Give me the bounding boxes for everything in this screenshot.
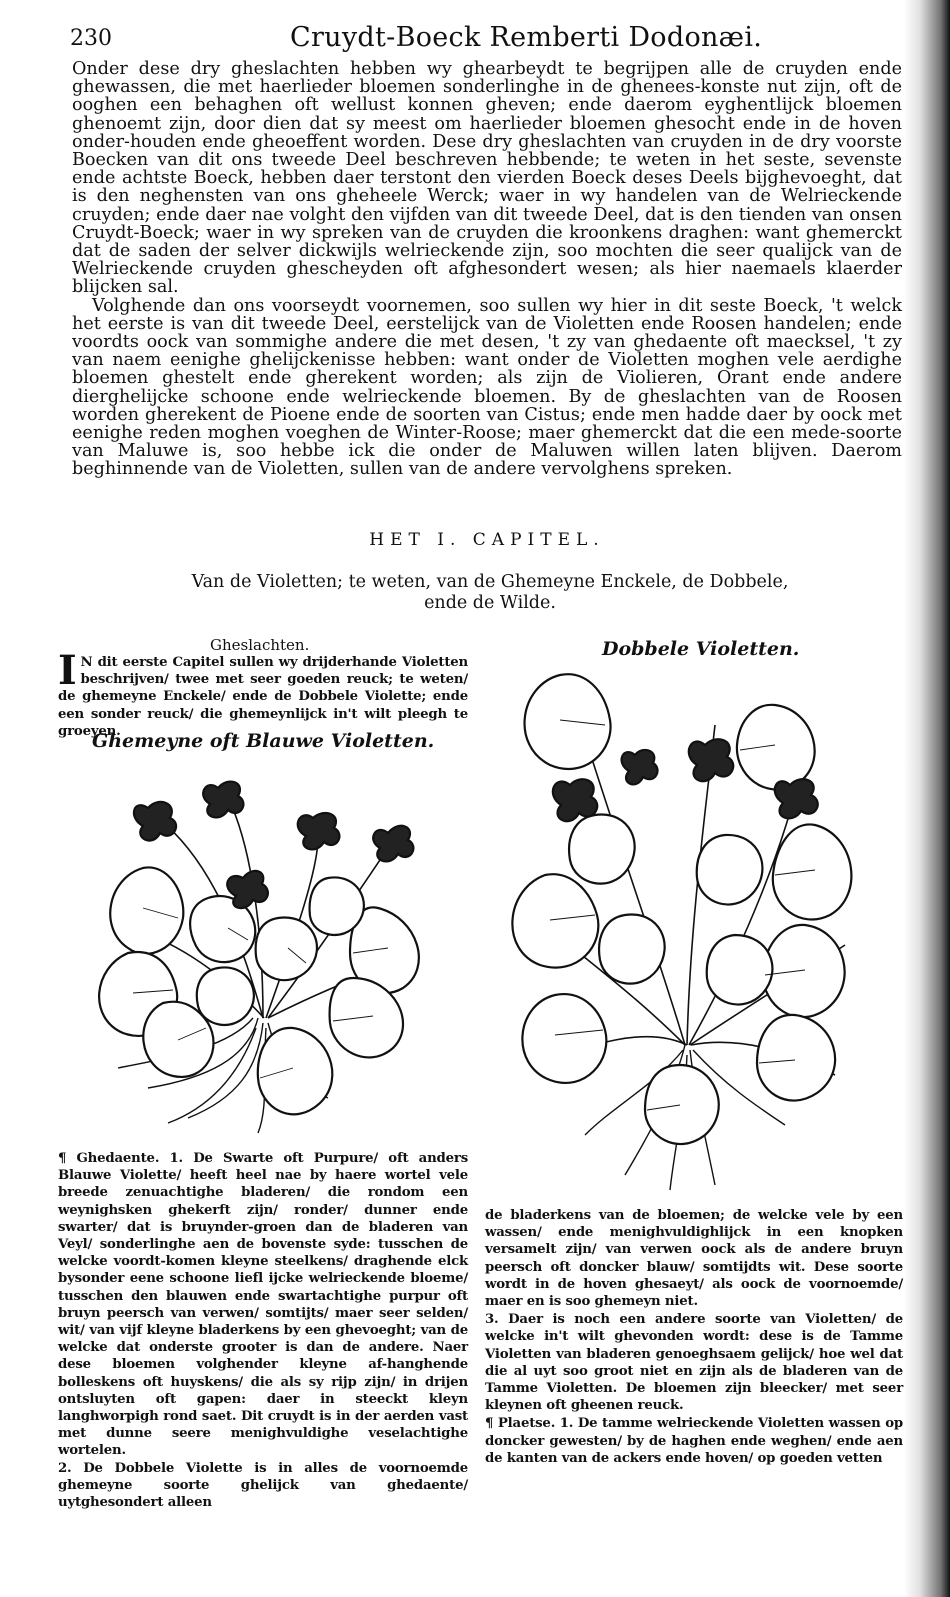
right-paragraph-1: de bladerkens van de bloemen; de welcke vele by een wassen/ ende menighvuldighlijck in een knopken versamelt zijn/ van verwen oock als de andere bruyn peersch oft doncker blauw/ somtijdts wit. Dese soorte wordt in de hoven ghesaeyt/ als oock de voornoemde/ maer en is soo ghemeyn niet.: [485, 1208, 903, 1310]
description-paragraph-2: 2. De Dobbele Violette is in alles de voornoemde ghemeyne soorte ghelijck van ghedaente/ uytghesondert alleen: [58, 1460, 468, 1511]
chapter-title: [150, 572, 830, 614]
caption-right: Dobbele Violetten.: [602, 638, 800, 660]
intro-paragraph-2: Volghende dan ons voorseydt voornemen, soo sullen wy hier in dit seste Boeck, 't welck het eerste is van dit tweede Deel, eerstelijck van de Violetten ende Roosen handelen; ende voordts oock van sommighe andere die met desen, 't zy van ghedaente oft maecksel, 't zy van naem eenighe ghelijckenisse hebben: want onder de Violetten moghen vele aerdighe bloemen ghestelt ende gherekent worden; als zijn de Violieren, Orant ende andere dierghelijcke schoone ende welrieckende bloemen. By de gheslachten van de Roosen worden gherekent de Pioene ende de soorten van Cistus; ende men hadde daer by oock met eenighe reden moghen voeghen de Winter-Roose; maer ghemerckt dat die een mede-soorte van Maluwe is, soo hebbe ick die onder de Maluwen willen laten blijven. Daerom beghinnende van de Violetten, sullen van de andere vervolghens spreken.: [72, 295, 902, 480]
violet-leaves-left: [99, 867, 419, 1114]
page-header: [70, 22, 910, 58]
violet-leaves-right: [512, 674, 851, 1144]
intro-paragraph-1: Onder dese dry gheslachten hebben wy ghearbeydt te begrijpen alle de cruyden ende ghewassen, die met haerlieder bloemen sonderlinghe in de ghenees-konste nut zijn, oft de ooghen een behaghen oft wellust konnen gheven; ende daerom eyghentlijck bloemen ghenoemt zijn, door dien dat sy meest om haerlieder bloemen ghesocht ende in de hoven onder-houden ende gheoeffent worden. Dese dry gheslachten van cruyden in de dry voorste Boecken van dit ons tweede Deel beschreven hebbende; te weten in het seste, sevenste ende achtste Boeck, hebben daer terstont den vierden Boeck deses Deels bijghevoeght, dat is den neghensten van ons gheheele Werck; waer in wy handelen van de Welrieckende cruyden; ende daer nae volght den vijfden van dit tweede Deel, dat is den tienden van onsen Cruydt-Boeck; waer in wy spreken van de cruyden die kroonkens draghen: want ghemerckt dat de saden der selver dickwijls welrieckende zijn, soo mochten die seer qualijck van de Welrieckende cruyden ghescheyden oft afghesondert wesen; als hier naemaels klaerder blijcken sal.: [72, 59, 902, 298]
caption-left: Ghemeyne oft Blauwe Violetten.: [92, 730, 435, 752]
right-paragraph-3: ¶ Plaetse. 1. De tamme welrieckende Violetten wassen op doncker gewesten/ by de haghen ende weghen/ ende aen de kanten van de ackers ende hoven/ op goeden vetten: [485, 1416, 903, 1466]
lead-text: N dit eerste Capitel sullen wy drijderhande Violetten beschrijven/ twee met seer goeden reuck; te weten/ de ghemeyne Enckele/ ende de Dobbele Violette; ende een sonder reuck/ die ghemeynlijck in't wilt pleegh te groeyen.: [58, 655, 468, 739]
description-paragraph-1: ¶ Ghedaente. 1. De Swarte oft Purpure/ oft anders Blauwe Violette/ heeft heel nae by haere wortel vele breede zenuachtighe bladeren/ die rondom een weynighsken ghekerft zijn/ ronder/ dunner ende swarter/ dat is bruynder-groen dan de bladeren van Veyl/ sonderlinghe aen de bovenste syde: tusschen de welcke voordt-komen kleyne steelkens/ draghende elck bysonder eene schoone liefl ijcke welrieckende bloeme/ tusschen den blauwen ende swartachtighe purpur oft bruyn peersch van verwen/ somtijts/ maer seer selden/ wit/ van vijf kleyne bladerkens by een ghevoeght; van de welcke dat onderste grooter is dan de andere. Naer dese bloemen volghender kleyne af-hanghende bolleskens oft huyskens/ die als sy rijp zijn/ in drijen ontsluyten oft gapen: daer in steeckt kleyn langhworpigh rond saet. Dit cruydt is in der aerden vast met dunne seere menighvuldighe veselachtighe wortelen.: [58, 1151, 468, 1459]
binding-gutter-shadow: [904, 0, 950, 1597]
chapter-heading: HET I. CAPITEL.: [369, 530, 605, 550]
page-number: 230: [70, 26, 112, 51]
right-paragraph-2: 3. Daer is noch een andere soorte van Violetten/ de welcke in't wilt ghevonden wordt: dese is de Tamme Violetten van bladeren genoeghsaem gelijck/ hoe wel dat die al uyt soo groot niet en zijn als de bladeren van de Tamme Violetten. De bloemen zijn bleecker/ met seer kleynen oft gheenen reuck.: [485, 1312, 903, 1414]
lead-paragraph: [58, 647, 468, 740]
woodcut-common-violet: [88, 778, 448, 1138]
woodcut-double-violet: [505, 665, 865, 1195]
running-title: Cruydt-Boeck Remberti Dodonæi.: [290, 22, 763, 53]
section-label: Gheslachten.: [210, 636, 310, 654]
chapter-title-line-2: ende de Wilde.: [424, 593, 556, 613]
left-column-body: [58, 1150, 468, 1511]
intro-text: [72, 60, 902, 479]
chapter-title-line-1: Van de Violetten; te weten, van de Ghemeyne Enckele, de Dobbele,: [191, 572, 789, 592]
drop-cap: I: [58, 647, 77, 694]
right-column-body: [485, 1207, 903, 1468]
